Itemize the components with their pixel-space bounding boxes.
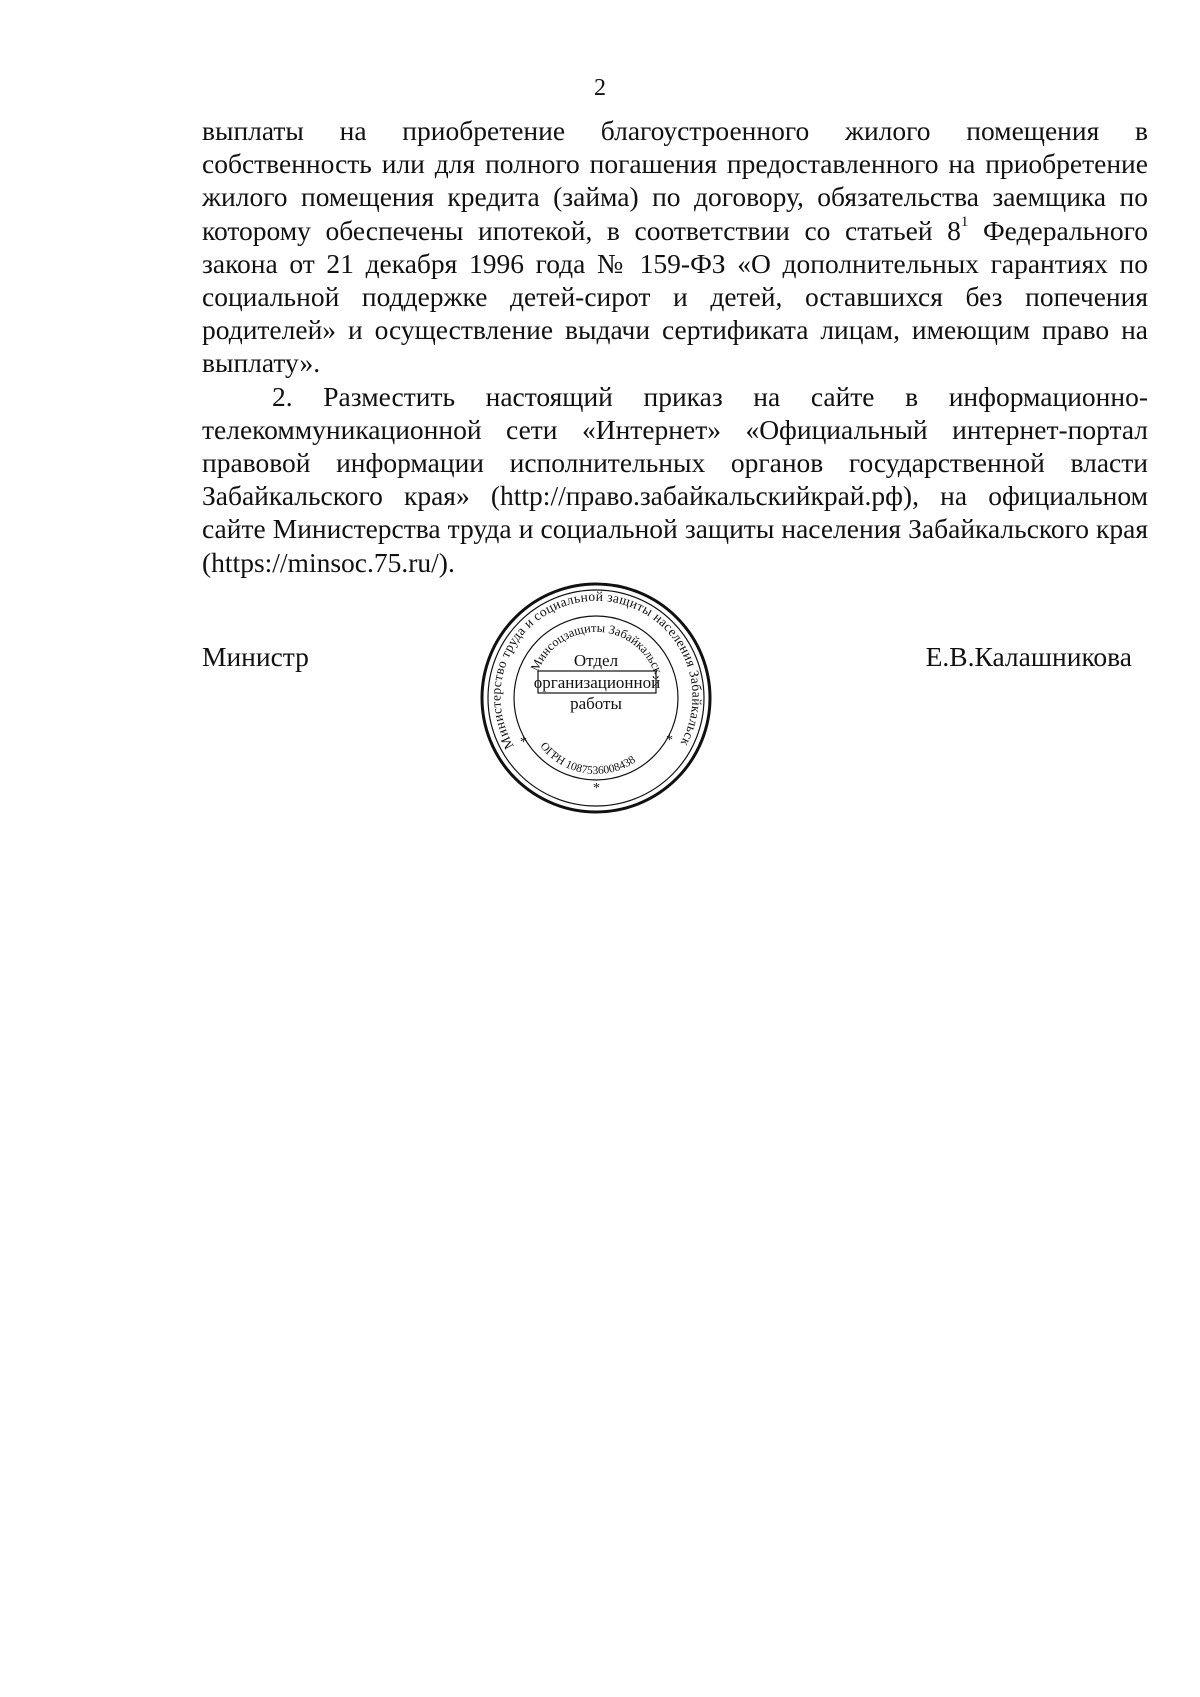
stamp-outer-text: Министерство труда и социальной защиты населения Забайкальск [488,588,705,752]
document-body [202,114,1148,579]
official-stamp [474,578,718,818]
stamp-center-line-3: работы [570,694,622,713]
stamp-center-line-1: Отдел [573,651,619,670]
article-superscript: 1 [960,214,969,231]
paragraph-1 [202,114,1148,380]
page-number: 2 [594,75,606,101]
signatory-name: Е.В.Калашникова [925,641,1132,672]
stamp-center-line-2: организационной [533,673,661,692]
stamp-star-left: * [520,735,527,750]
stamp-inner-text: Минсоцзащиты Забайкальск [527,620,666,676]
stamp-star-right: * [666,733,673,748]
stamp-star-bottom: * [593,781,600,796]
stamp-ogrn: ОГРН 1087536008438 [537,740,638,778]
paragraph-2: 2. Разместить настоящий приказ на сайте в информационно-телекоммуникационной сети «Интернет» «Официальный интернет-портал правовой информации исполнительных органов государственной власти Забайкальского края» (http://право.забайкальскийкрай.рф), на официальном сайте Министерства труда и социальной защиты населения Забайкальского края (https://minsoc.75.ru/). [202,380,1148,578]
svg-text:ОГРН 1087536008438 [538,740,638,777]
paragraph-1-text: выплаты на приобретение благоустроенного жилого помещения в собственность или для полного погашения предоставленного на приобретение жилого помещения кредита (займа) по договору, обязательства заемщика по которому обеспечены ипотекой, в соответствии со статьей 8 [202,115,1148,246]
signatory-position: Министр [202,641,309,672]
paragraph-1-text-cont: Федерального закона от 21 декабря 1996 года № 159-ФЗ «О дополнительных гарантиях по социальной поддержке детей-сирот и детей, оставшихся без попечения родителей» и осуществление выдачи сертификата лицам, имеющим право на выплату». [202,214,1148,379]
